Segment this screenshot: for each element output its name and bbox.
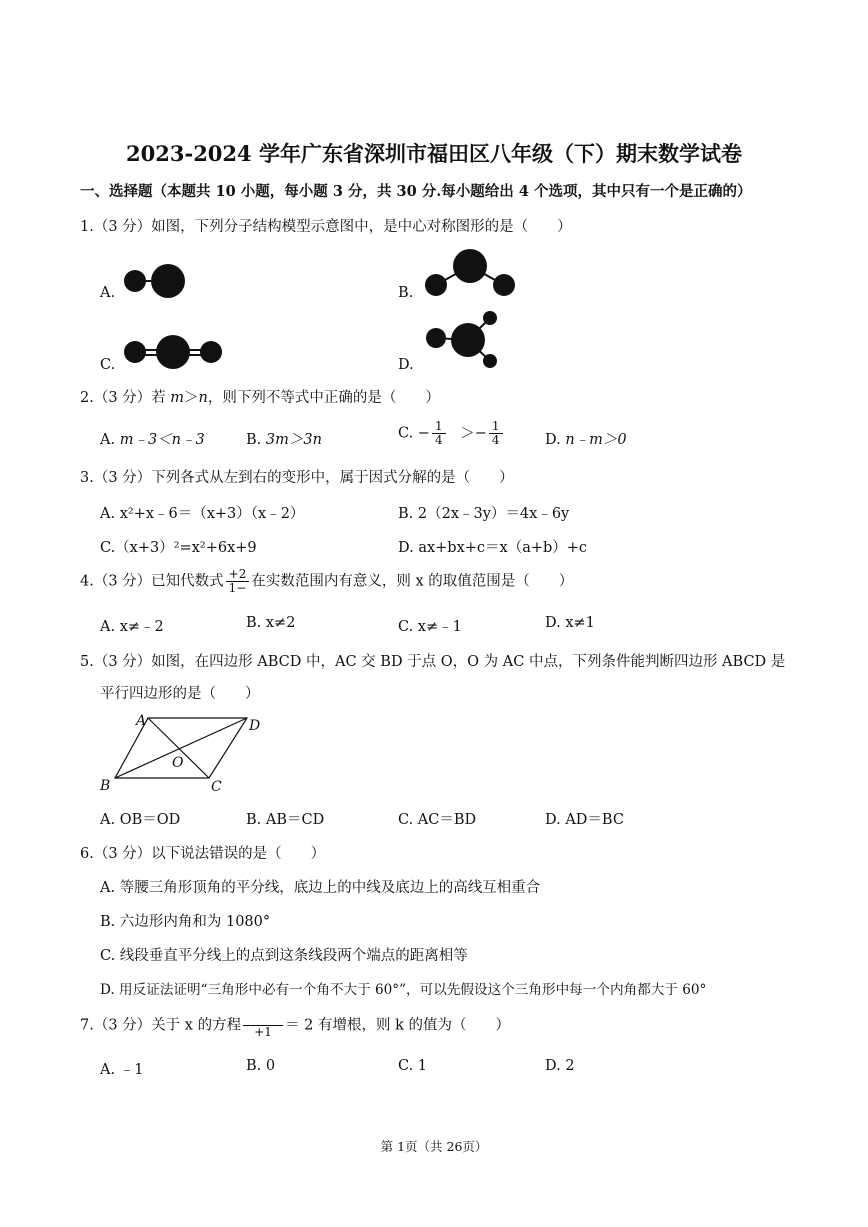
q4-option-a: A. x≠﹣2 — [100, 619, 164, 635]
q7-option-b: B. 0 — [246, 1058, 276, 1074]
page-title: 2023-2024 学年广东省深圳市福田区八年级（下）期末数学试卷 — [126, 141, 742, 166]
q5-option-c: C. AC＝BD — [398, 812, 477, 828]
question-4-stem: 4.（3 分）已知代数式 $\frac{+2}{1-}$ 在实数范围内有意义，则 x 的取值范围是（ ） — [80, 567, 574, 595]
q3-option-d: D. ax+bx+c＝x（a+b）+c — [398, 540, 588, 556]
q2-option-b: B. 3m＞3n — [246, 432, 322, 448]
q5-label-b: B — [100, 778, 111, 794]
q7-fraction: +1 — [243, 1012, 283, 1039]
q3-option-b: B. 2（2x﹣3y）＝4x﹣6y — [398, 506, 570, 522]
q2-option-c: C. − $\frac{1}{4}$ ＞− $\frac{1}{4}$ — [398, 420, 505, 447]
q3-option-a: A. x²+x﹣6＝（x+3）（x﹣2） — [100, 506, 305, 522]
q6-option-b: B. 六边形内角和为 1080° — [100, 914, 271, 930]
q5-label-o: O — [172, 755, 184, 771]
question-6-stem: 6.（3 分）以下说法错误的是（ ） — [80, 846, 326, 862]
question-3-stem: 3.（3 分）下列各式从左到右的变形中，属于因式分解的是（ ） — [80, 470, 514, 486]
q2-c-fraction-1: $\frac{1}{4}$ — [432, 420, 446, 447]
q2-c-fraction-2: $\frac{1}{4}$ — [489, 420, 503, 447]
q4-option-c: C. x≠﹣1 — [398, 619, 462, 635]
q2-number: 2.（3 分）若 — [80, 390, 171, 406]
question-1-stem: 1.（3 分）如图，下列分子结构模型示意图中，是中心对称图形的是（ ） — [80, 219, 572, 235]
q3-option-c: C.（x+3）²=x²+6x+9 — [100, 540, 257, 556]
q1-option-c-label: C. — [100, 357, 116, 373]
question-7-stem: 7.（3 分）关于 x 的方程 +1 ＝ 2 有增根，则 k 的值为（ ） — [80, 1012, 510, 1039]
q7-option-c: C. 1 — [398, 1058, 428, 1074]
q7-option-a: A. ﹣1 — [100, 1062, 144, 1078]
q4-fraction: $\frac{+2}{1-}$ — [226, 568, 250, 595]
q4-option-d: D. x≠1 — [545, 615, 595, 631]
q5-label-c: C — [211, 779, 222, 795]
question-5-stem: 5.（3 分）如图，在四边形 ABCD 中，AC 交 BD 于点 O，O 为 AC 中点，下列条件能判断四边形 ABCD 是 — [80, 654, 786, 670]
q5-label-d: D — [249, 718, 261, 734]
q6-option-d: D. 用反证法证明“三角形中必有一个角不大于 60°”，可以先假设这个三角形中每一个内角都大于 60° — [100, 982, 707, 998]
q2-stem-rest: ，则下列不等式中正确的是（ ） — [207, 390, 440, 406]
question-5-stem-line2: 平行四边形的是（ ） — [100, 686, 260, 702]
q1-option-b-label: B. — [398, 285, 414, 301]
q2-gt: ＞ — [184, 390, 199, 406]
q2-var-n: n — [198, 390, 208, 406]
q6-option-c: C. 线段垂直平分线上的点到这条线段两个端点的距离相等 — [100, 948, 468, 964]
q5-option-a: A. OB＝OD — [100, 812, 181, 828]
q2-option-d: D. n﹣m＞0 — [545, 432, 627, 448]
q7-option-d: D. 2 — [545, 1058, 575, 1074]
q5-option-d: D. AD＝BC — [545, 812, 624, 828]
section-heading: 一、选择题（本题共 10 小题，每小题 3 分，共 30 分.每小题给出 4 个选项，其中只有一个是正确的） — [80, 183, 752, 200]
q6-option-a: A. 等腰三角形顶角的平分线，底边上的中线及底边上的高线互相重合 — [100, 880, 541, 896]
q5-label-a: A — [136, 713, 147, 729]
page-footer: 第 1页（共 26页） — [380, 1139, 488, 1154]
q4-option-b: B. x≠2 — [246, 615, 296, 631]
q1-option-d-label: D. — [398, 357, 414, 373]
q2-option-a: A. m﹣3＜n﹣3 — [100, 432, 205, 448]
q1-option-a-label: A. — [100, 285, 116, 301]
q2-var-m: m — [170, 390, 185, 406]
q5-option-b: B. AB＝CD — [246, 812, 325, 828]
